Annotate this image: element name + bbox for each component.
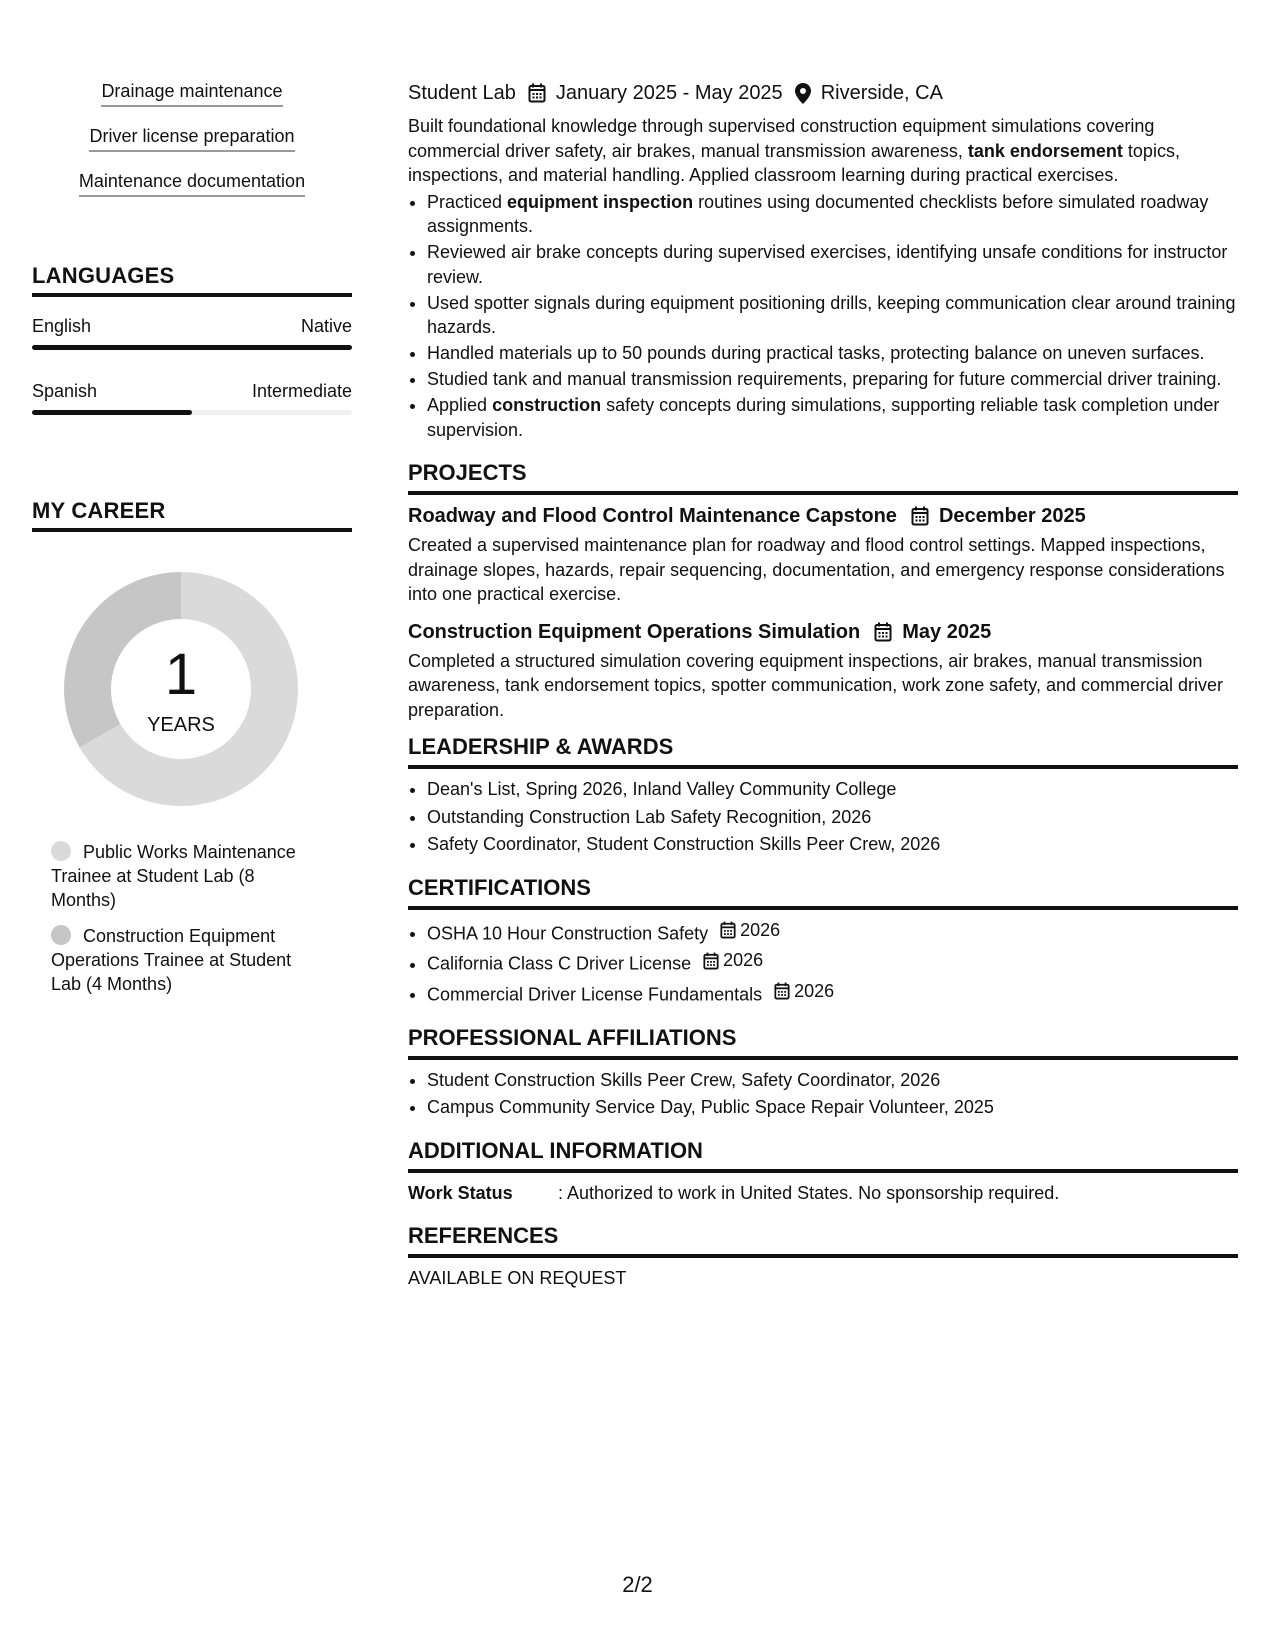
experience-bullet <box>427 341 1238 366</box>
references-section <box>408 1223 1238 1290</box>
languages-section <box>32 263 352 415</box>
experience-summary <box>408 114 1238 188</box>
project-item <box>408 503 1238 607</box>
legend-label: Construction Equipment Operations Trainee at Student Lab (4 Months) <box>51 926 292 994</box>
calendar-icon <box>774 982 790 1000</box>
career-legend-item <box>51 924 321 996</box>
text-run: Used spotter signals during equipment positioning drills, keeping communication clear around training hazards. <box>427 292 1236 337</box>
language-item <box>32 380 352 415</box>
certification-year: 2026 <box>723 950 764 971</box>
certification-item <box>427 948 1238 976</box>
language-item <box>32 315 352 350</box>
references-text: AVAILABLE ON REQUEST <box>408 1267 627 1288</box>
affiliations-heading: PROFESSIONAL AFFILIATIONS <box>408 1025 1238 1060</box>
leadership-section <box>408 734 1238 857</box>
project-date: December 2025 <box>938 505 1086 527</box>
page-number: 2/2 <box>622 1572 653 1597</box>
calendar-icon <box>703 952 719 970</box>
certification-year: 2026 <box>794 981 835 1001</box>
experience-dates: January 2025 - May 2025 <box>555 82 783 104</box>
experience-bullet <box>427 367 1238 392</box>
legend-dot <box>51 841 71 861</box>
work-status-value: : Authorized to work in United States. No sponsorship required. <box>558 1182 1060 1203</box>
language-proficiency-bar <box>32 410 352 415</box>
text-run: safety concepts during simulations, supporting reliable task completion under supervision. <box>427 395 1220 440</box>
affiliations-list <box>408 1068 1238 1120</box>
affiliation-item: • Student Construction Skills Peer Crew, Safety Coordinator, 2026 <box>427 1068 1238 1093</box>
project-date: May 2025 <box>902 620 992 643</box>
calendar-icon <box>528 83 546 103</box>
location-pin-icon <box>795 83 811 104</box>
text-run: Studied tank and manual transmission requirements, preparing for future commercial driver training. <box>427 369 1222 389</box>
project-description: Created a supervised maintenance plan for roadway and flood control settings. Mapped inspections, drainage slopes, hazards, repair sequencing, documentation, and emergency response considerations into one practical exercise. <box>408 535 1225 604</box>
certification-name: California Class C Driver License <box>427 953 692 974</box>
leadership-heading: LEADERSHIP & AWARDS <box>408 734 1238 769</box>
main-content <box>408 80 1238 1290</box>
language-level: Intermediate <box>251 381 352 401</box>
calendar-icon <box>720 921 736 939</box>
certification-item <box>427 979 1238 1007</box>
text-run: Handled materials up to 50 pounds during practical tasks, protecting balance on uneven surfaces. <box>427 343 1205 363</box>
references-heading: REFERENCES <box>408 1223 1238 1258</box>
leadership-item: • Outstanding Construction Lab Safety Recognition, 2026 <box>427 805 1238 830</box>
experience-org: Student Lab <box>408 82 516 104</box>
experience-bullet <box>427 393 1238 442</box>
experience-bullet <box>427 190 1238 239</box>
calendar-icon <box>911 506 929 526</box>
skill-tag: Drainage maintenance <box>101 80 282 107</box>
career-heading: MY CAREER <box>32 498 352 532</box>
text-run: topics, inspections, and material handling. Applied classroom learning during practical exercises. <box>408 140 1180 185</box>
experience-header <box>408 80 1238 106</box>
sidebar <box>32 80 352 994</box>
calendar-icon <box>874 622 892 642</box>
leadership-item: • Dean's List, Spring 2026, Inland Valley Community College <box>427 777 1238 802</box>
languages-heading: LANGUAGES <box>32 263 352 297</box>
language-name: English <box>32 316 92 336</box>
work-status-label: Work Status <box>408 1182 513 1203</box>
emphasis-text: construction <box>492 395 602 415</box>
language-level: Native <box>300 316 352 336</box>
skill-tag: Driver license preparation <box>89 125 294 152</box>
experience-location: Riverside, CA <box>820 82 943 104</box>
affiliation-item: • Campus Community Service Day, Public Space Repair Volunteer, 2025 <box>427 1095 1238 1120</box>
skills-list <box>32 80 352 215</box>
certifications-heading: CERTIFICATIONS <box>408 875 1238 910</box>
emphasis-text: tank endorsement <box>967 140 1123 161</box>
legend-label: Public Works Maintenance Trainee at Student Lab (8 Months) <box>51 842 296 910</box>
project-description: Completed a structured simulation covering equipment inspections, air brakes, manual transmission awareness, tank endorsement topics, spotter communication, work zone safety, and commercial driver preparation. <box>408 650 1224 720</box>
certification-item <box>427 918 1238 946</box>
project-item <box>408 619 1238 723</box>
project-title: Construction Equipment Operations Simulation <box>408 620 861 643</box>
leadership-item: • Safety Coordinator, Student Construction Skills Peer Crew, 2026 <box>427 832 1238 857</box>
text-run: Reviewed air brake concepts during supervised exercises, identifying unsafe conditions for instructor review. <box>427 242 1228 287</box>
career-legend-item <box>51 840 321 912</box>
certification-name: Commercial Driver License Fundamentals <box>427 984 763 1005</box>
work-status-row <box>408 1181 1238 1205</box>
language-proficiency-bar <box>32 345 352 350</box>
certifications-section <box>408 875 1238 1007</box>
text-run: Practiced <box>427 191 508 212</box>
experience-bullet <box>427 291 1238 340</box>
language-name: Spanish <box>32 381 98 401</box>
career-years-unit: YEARS <box>147 714 215 736</box>
career-years-value: 1 <box>164 642 198 707</box>
text-run: Applied <box>427 395 493 415</box>
career-donut-chart <box>56 564 306 814</box>
project-title: Roadway and Flood Control Maintenance Capstone <box>408 505 897 527</box>
career-legend <box>51 840 321 996</box>
legend-dot <box>51 925 71 945</box>
experience-bullets <box>408 190 1238 443</box>
leadership-list <box>408 777 1238 857</box>
language-proficiency-fill <box>32 345 352 350</box>
certification-year: 2026 <box>740 919 781 940</box>
language-proficiency-fill <box>32 410 192 415</box>
emphasis-text: equipment inspection <box>507 191 694 212</box>
affiliations-section <box>408 1025 1238 1120</box>
text-run: Built foundational knowledge through supervised construction equipment simulations covering commercial driver safety, air brakes, manual transmission awareness, <box>408 116 1155 161</box>
additional-info-heading: ADDITIONAL INFORMATION <box>408 1138 1238 1173</box>
career-section <box>32 498 352 1008</box>
certifications-list <box>408 918 1238 1007</box>
skill-tag: Maintenance documentation <box>79 170 305 197</box>
additional-info-section <box>408 1138 1238 1205</box>
projects-heading: PROJECTS <box>408 460 1238 495</box>
experience-bullet <box>427 240 1238 289</box>
projects-section <box>408 460 1238 722</box>
certification-name: OSHA 10 Hour Construction Safety <box>427 922 709 943</box>
text-run: routines using documented checklists before simulated roadway assignments. <box>427 191 1209 236</box>
